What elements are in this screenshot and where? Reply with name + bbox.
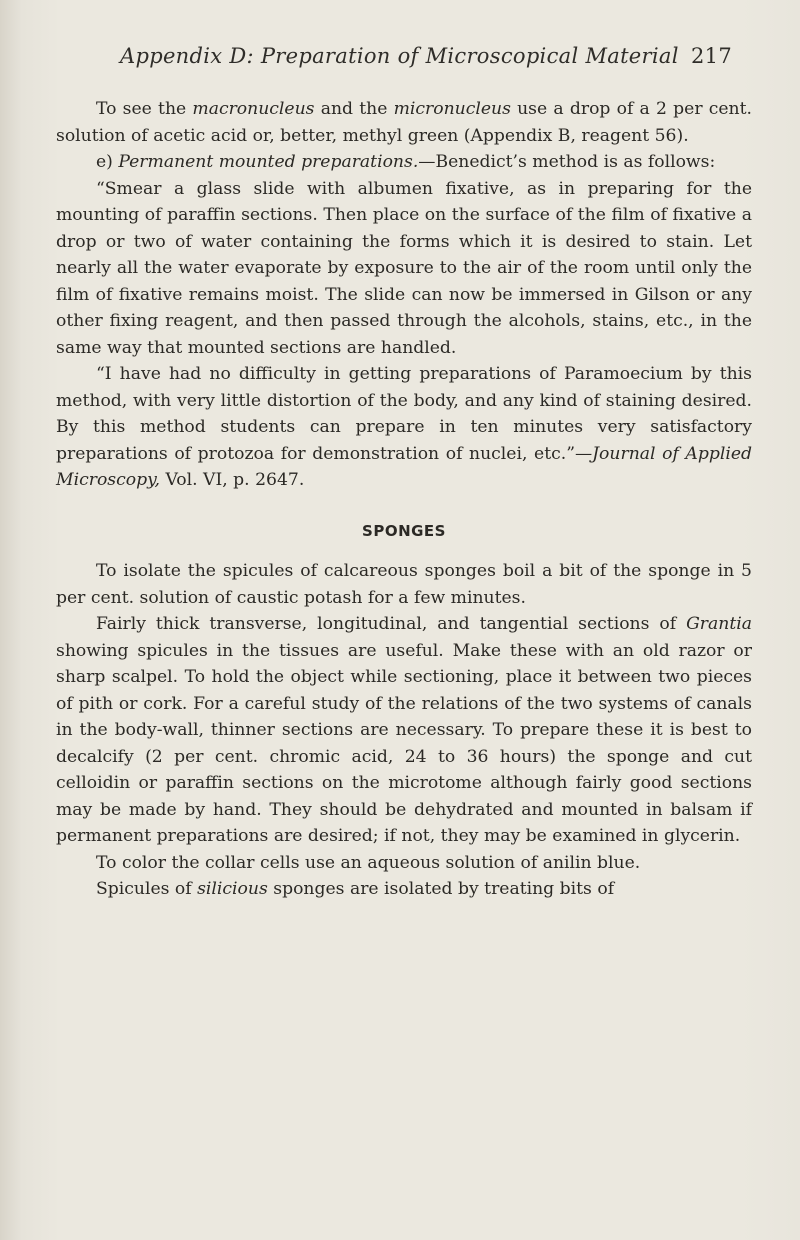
paragraph-nucleus: [56, 96, 752, 149]
text-run: Spicules of: [96, 879, 198, 899]
paragraph-grantia-sections: [56, 611, 752, 850]
paragraph-calcareous-spicules: To isolate the spicules of calcareous sponges boil a bit of the sponge in 5 per cent. solution of caustic potash for a few minutes.: [56, 561, 752, 608]
paragraph-silicious-spicules: [56, 876, 752, 903]
italic-term-macronucleus: macronucleus: [192, 99, 315, 119]
section-heading-sponges: SPONGES: [362, 521, 446, 540]
text-run: To see the: [96, 99, 193, 119]
text-run: use a drop of a 2 per cent. solution of acetic acid or, better, methyl green (Appendix B, reagent 56).: [56, 99, 752, 146]
item-label: e): [96, 152, 119, 172]
paragraph-permanent-preparations: [56, 149, 752, 176]
paragraph-paramoecium: [56, 361, 752, 494]
paragraph-benedict-method: “Smear a glass slide with albumen fixative, as in preparing for the mounting of paraffin sections. Then place on the surface of the film of fixative a drop or two of water containing the forms which it is desired to stain. Let nearly all the water evaporate by exposure to the air of the room until only the film of fixative remains moist. The slide can now be immersed in Gilson or any other fixing reagent, and then passed through the alcohols, stains, etc., in the same way that mounted sections are handled.: [56, 178, 752, 358]
italic-term-micronucleus: micronucleus: [393, 99, 511, 119]
italic-term-grantia: Grantia: [686, 614, 752, 634]
running-head: [120, 44, 732, 68]
text-run: “I have had no difficulty in getting preparations of Paramoecium by this method, with very little distortion of the body, and any kind of staining desired. By this method students can prepare in ten minutes very satisfactory preparations of protozoa for demonstration of nuclei, etc.”—: [56, 364, 752, 464]
text-run: Fairly thick transverse, longitudinal, and tangential sections of: [96, 614, 687, 634]
page-number: 217: [691, 44, 732, 68]
text-run: sponges are isolated by treating bits of: [267, 879, 615, 899]
text-run: and the: [314, 99, 394, 119]
text-run: —Benedict’s method is as follows:: [418, 152, 716, 172]
text-run: Vol. VI, p. 2647.: [159, 470, 305, 490]
italic-citation: Journal of Applied Microscopy,: [56, 443, 752, 490]
italic-subheading: Permanent mounted preparations.: [118, 152, 419, 172]
running-head-title: Appendix D: Preparation of Microscopical Material: [120, 44, 679, 68]
text-run: showing spicules in the tissues are useful. Make these with an old razor or sharp scalpel. To hold the object while sectioning, place it between two pieces of pith or cork. For a careful study of the relations of the two systems of canals in the body-wall, thinner sections are necessary. To prepare these it is best to decalcify (2 per cent. chromic acid, 24 to 36 hours) the sponge and cut celloidin or paraffin sections on the microtome although fairly good sections may be made by hand. They should be dehydrated and mounted in balsam if permanent preparations are desired; if not, they may be examined in glycerin.: [56, 640, 752, 846]
italic-term-silicious: silicious: [197, 879, 268, 899]
body-text: [56, 96, 752, 903]
paragraph-collar-cells: To color the collar cells use an aqueous solution of anilin blue.: [96, 852, 641, 873]
